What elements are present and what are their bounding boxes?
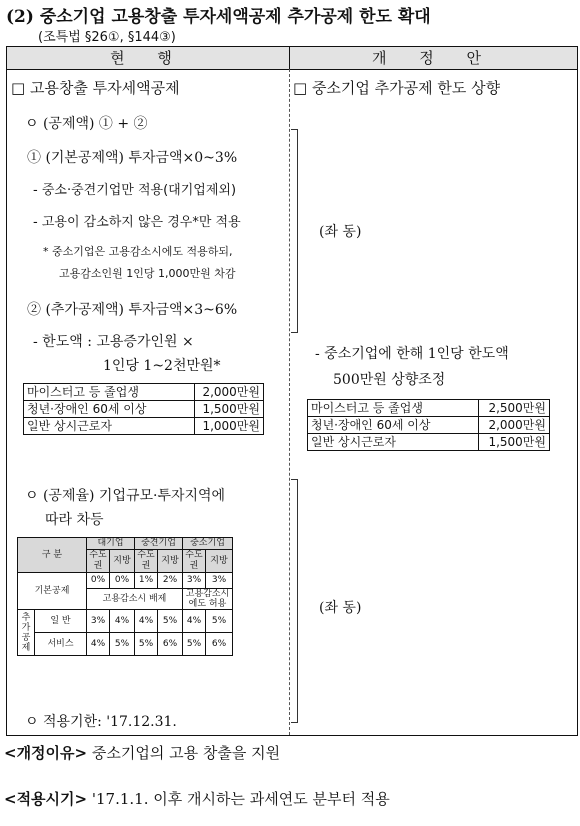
row-label: 서비스 — [35, 633, 87, 656]
additional-deduction: ② (추가공제액) 투자금액×3~6% — [27, 302, 238, 318]
limit-label: 청년·장애인 60세 이상 — [308, 417, 479, 434]
rate-cell: 5% — [135, 633, 158, 656]
basic-footnote-2: 고용감소인원 1인당 1,000만원 차감 — [59, 267, 236, 280]
table-row — [24, 418, 264, 435]
limit-value: 2,000만원 — [479, 417, 550, 434]
reason-text: 중소기업의 고용 창출을 지원 — [91, 744, 281, 762]
table-row — [308, 434, 550, 451]
same-as-left-bracket — [291, 129, 298, 333]
rate-cell: 6% — [206, 633, 233, 656]
rate-line-1: ㅇ (공제율) 기업규모·투자지역에 — [25, 488, 226, 504]
sub-header: 수도권 — [183, 550, 206, 573]
rate-table — [17, 537, 233, 656]
basic-note-1: - 중소·중견기업만 적용(대기업제외) — [33, 183, 237, 198]
rate-col-header: 구 분 — [18, 538, 87, 573]
effective-date — [4, 788, 390, 809]
table-row — [24, 401, 264, 418]
current-heading: □ 고용창출 투자세액공제 — [11, 79, 180, 97]
rate-cell: 3% — [183, 573, 206, 589]
same-as-left-bracket — [291, 479, 298, 723]
rate-cell: 1% — [135, 573, 158, 589]
group-header: 대기업 — [87, 538, 135, 550]
row-label: 기본공제 — [18, 573, 87, 610]
limit-value: 1,500만원 — [479, 434, 550, 451]
rate-cell: 0% — [87, 573, 110, 589]
rate-cell: 4% — [87, 633, 110, 656]
rate-cell: 5% — [110, 633, 135, 656]
limit-value: 2,000만원 — [195, 384, 264, 401]
same-as-left-1: (좌 동) — [319, 224, 362, 240]
sub-header: 지방 — [206, 550, 233, 573]
rate-cell: 5% — [158, 610, 183, 633]
section-title: (2) 중소기업 고용창출 투자세액공제 추가공제 한도 확대 — [6, 7, 431, 27]
allowance-note: 고용감소시에도 허용 — [183, 589, 233, 610]
limit-value: 1,500만원 — [195, 401, 264, 418]
group-header: 중소기업 — [183, 538, 233, 550]
limit-label: 청년·장애인 60세 이상 — [24, 401, 195, 418]
column-header-current: 현 행 — [7, 47, 290, 70]
rate-cell: 4% — [183, 610, 206, 633]
reason-label: <개정이유> — [4, 744, 88, 762]
table-row — [308, 417, 550, 434]
exclusion-note: 고용감소시 배제 — [87, 589, 183, 610]
deadline: ㅇ 적용기한: '17.12.31. — [25, 714, 177, 730]
rate-cell: 5% — [183, 633, 206, 656]
limit-value: 2,500만원 — [479, 400, 550, 417]
rate-cell: 3% — [87, 610, 110, 633]
sub-header: 수도권 — [135, 550, 158, 573]
basic-deduction: ① (기본공제액) 투자금액×0~3% — [27, 150, 238, 166]
same-as-left-2: (좌 동) — [319, 600, 362, 616]
limit-label: 마이스터고 등 졸업생 — [24, 384, 195, 401]
revision-reason — [4, 742, 280, 763]
basic-footnote-1: * 중소기업은 고용감소시에도 적용하되, — [43, 245, 233, 258]
proposed-limit-line-2: 500만원 상향조정 — [333, 372, 446, 388]
current-limit-table — [23, 383, 264, 435]
proposed-limit-line-1: - 중소기업에 한해 1인당 한도액 — [315, 346, 509, 362]
group-header: 중견기업 — [135, 538, 183, 550]
row-label: 일 반 — [35, 610, 87, 633]
table-row — [24, 384, 264, 401]
table-row — [308, 400, 550, 417]
sub-header: 지방 — [158, 550, 183, 573]
rate-cell: 6% — [158, 633, 183, 656]
law-reference: (조특법 §26①, §144③) — [38, 30, 176, 45]
column-header-proposed: 개 정 안 — [290, 47, 577, 70]
row-label: 추가공제 — [18, 610, 35, 656]
deduction-amount: ㅇ (공제액) ① + ② — [25, 116, 148, 132]
limit-label: 일반 상시근로자 — [24, 418, 195, 435]
proposed-limit-table — [307, 399, 550, 451]
timing-text: '17.1.1. 이후 개시하는 과세연도 분부터 적용 — [91, 790, 390, 808]
column-divider — [289, 69, 290, 735]
rate-cell: 3% — [206, 573, 233, 589]
sub-header: 지방 — [110, 550, 135, 573]
rate-cell: 0% — [110, 573, 135, 589]
rate-cell: 2% — [158, 573, 183, 589]
sub-header: 수도권 — [87, 550, 110, 573]
limit-value: 1,000만원 — [195, 418, 264, 435]
rate-line-2: 따라 차등 — [45, 512, 104, 528]
limit-label: 일반 상시근로자 — [308, 434, 479, 451]
timing-label: <적용시기> — [4, 790, 88, 808]
basic-note-2: - 고용이 감소하지 않은 경우*만 적용 — [33, 215, 241, 230]
comparison-table — [6, 46, 578, 736]
limit-line-1: - 한도액 : 고용증가인원 × — [33, 334, 194, 350]
limit-line-2: 1인당 1~2천만원* — [103, 358, 221, 374]
rate-cell: 5% — [206, 610, 233, 633]
proposed-heading: □ 중소기업 추가공제 한도 상향 — [293, 79, 501, 97]
rate-cell: 4% — [135, 610, 158, 633]
rate-cell: 4% — [110, 610, 135, 633]
limit-label: 마이스터고 등 졸업생 — [308, 400, 479, 417]
